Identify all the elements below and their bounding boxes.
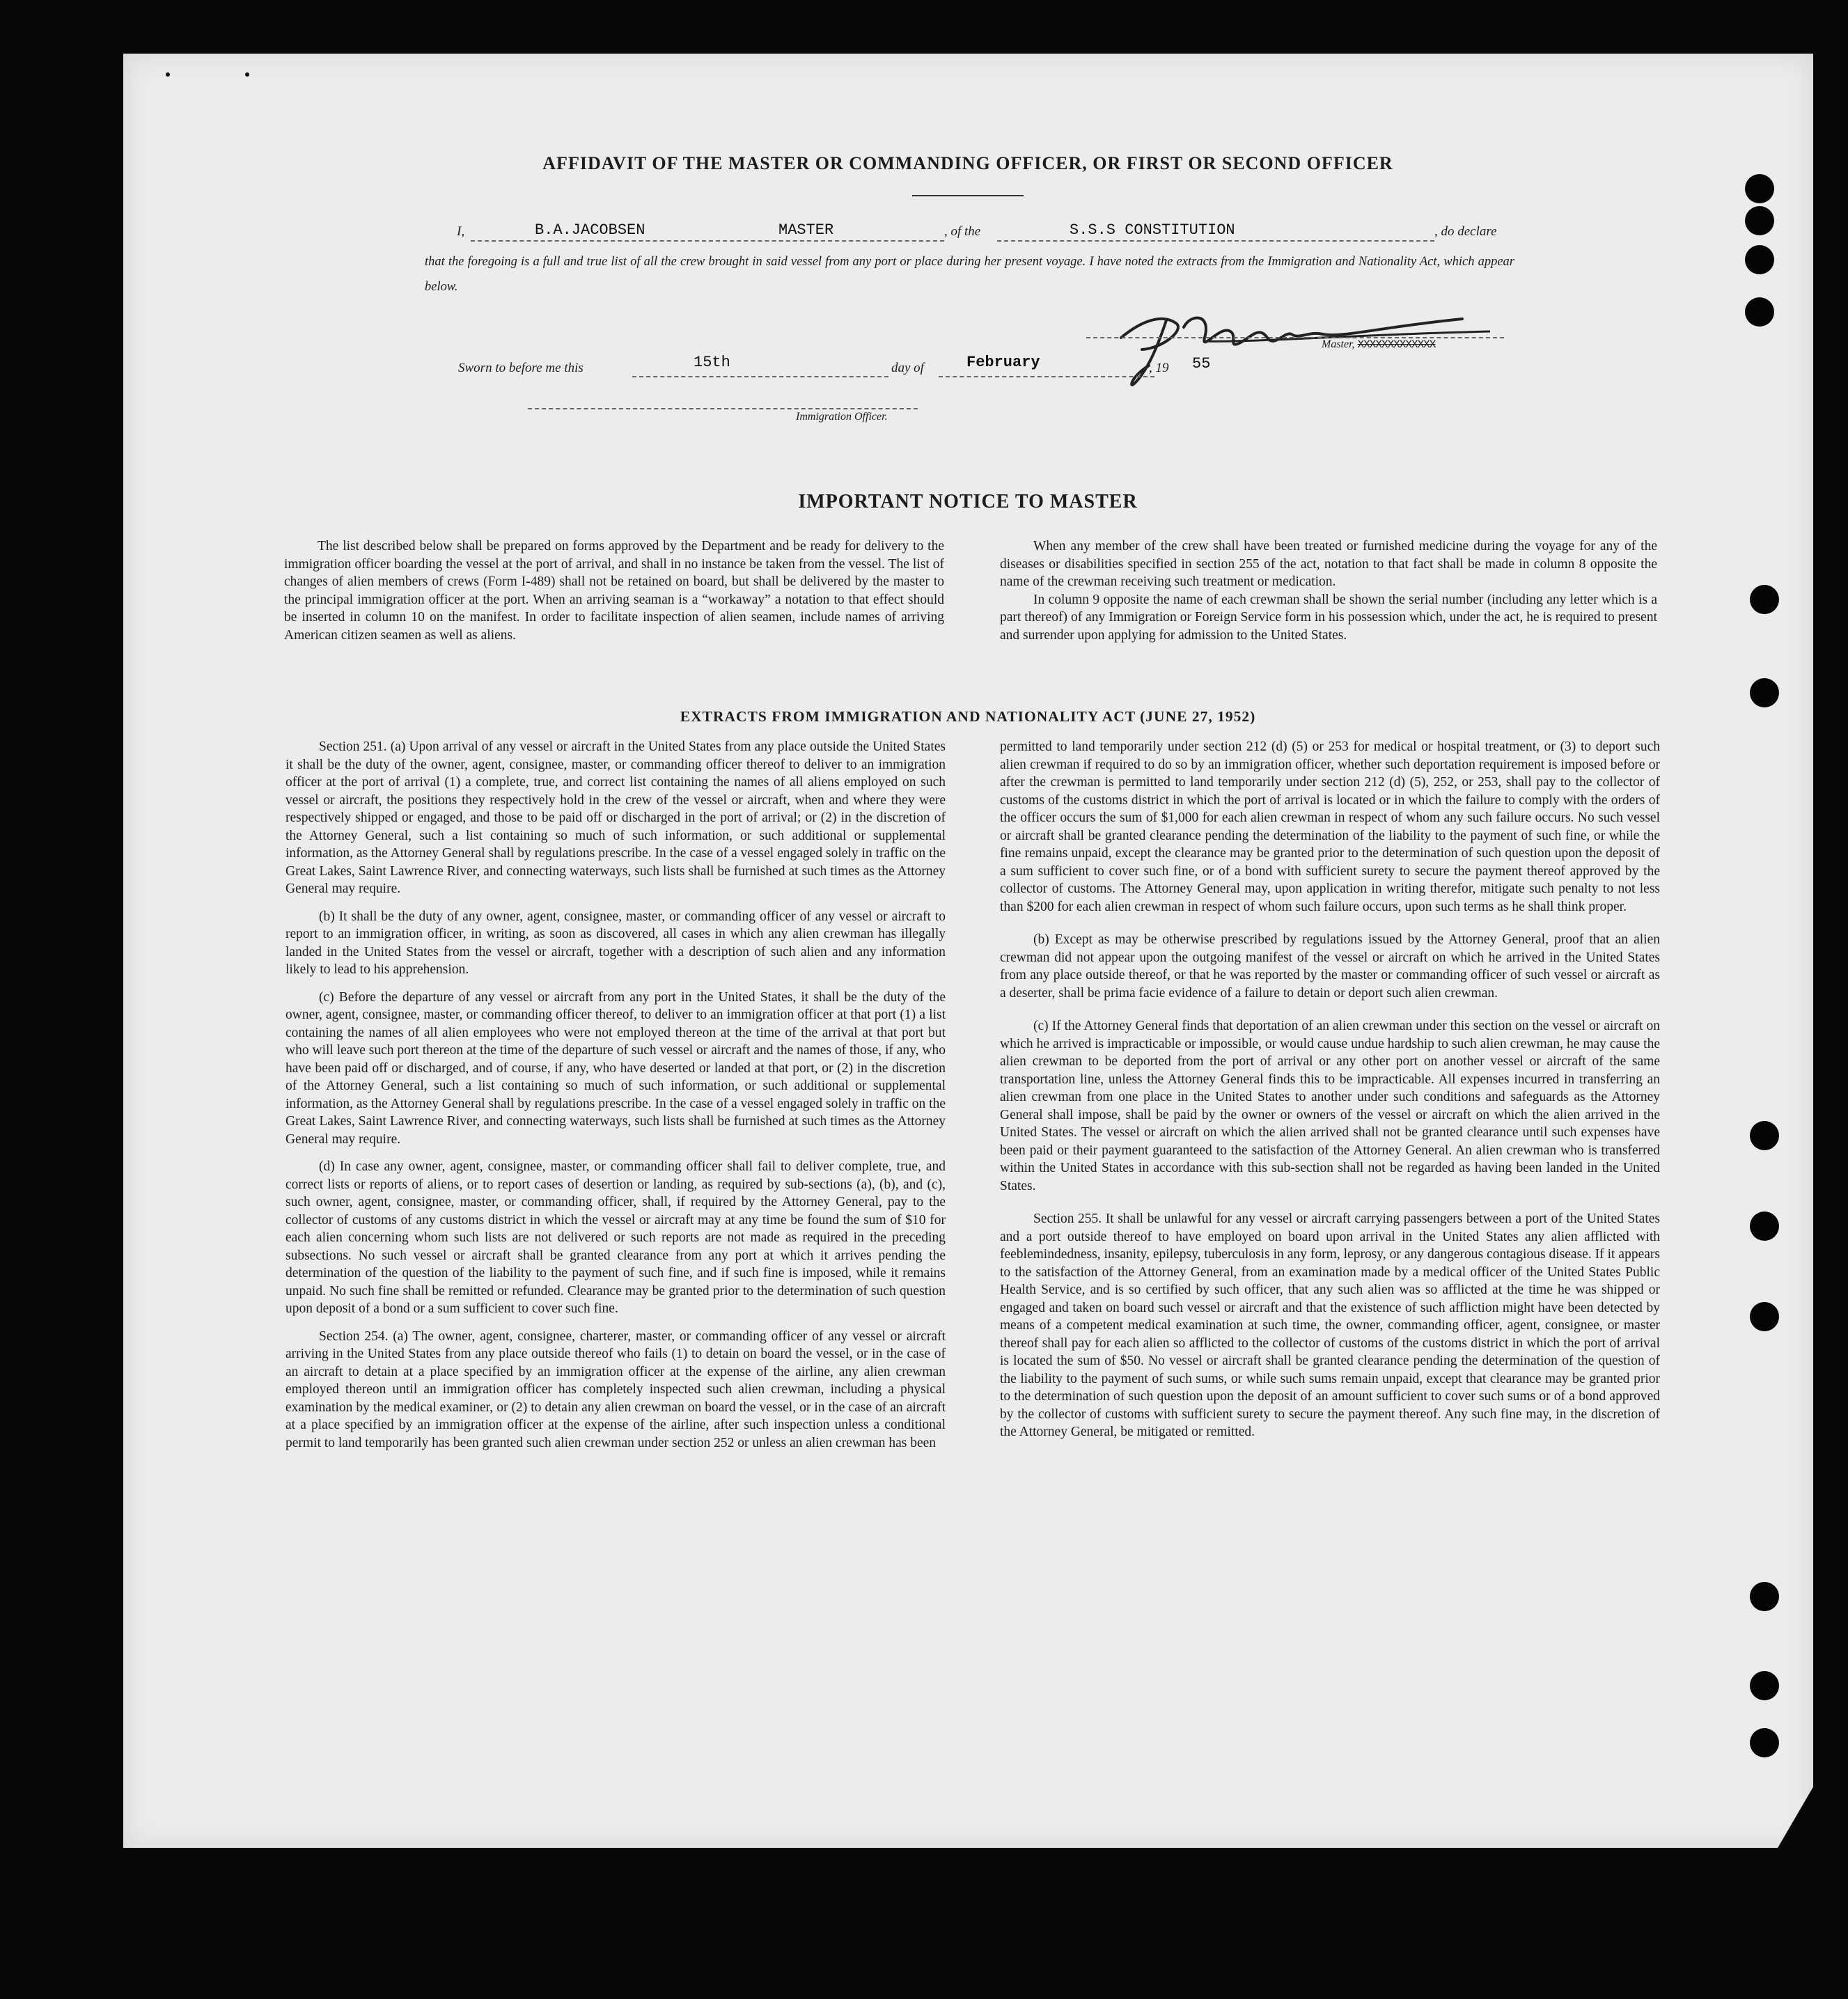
notice-right-paragraph-1: When any member of the crew shall have been treated or furnished medicine during the voyage for any of the diseases or disabilities specified in section 255 of the act, notation to that fact shall be made in column 8 opposite the name of the crewman receiving such treatment or medication. (1000, 539, 1657, 589)
sworn-month-blank (939, 376, 1154, 377)
vessel-name: S.S.S CONSTITUTION (1070, 221, 1235, 239)
do-declare-label: , do declare (1434, 224, 1497, 239)
master-rank: MASTER (778, 221, 834, 239)
binder-hole (1750, 1302, 1779, 1331)
scan-speck (166, 72, 170, 77)
notice-left-paragraph: The list described below shall be prepared on forms approved by the Department and be ready for delivery to the immigration officer boarding the vessel at the port of arrival, and shall in no instance be taken from the vessel. The list of changes of alien members of crews (Form I-489) shall not be retained on board, but shall be delivered by the master to the principal immigration officer at the port. When an arriving seaman is a “workaway” a notation to that effect should be inserted in column 10 on the manifest. In order to facilitate inspection of alien seamen, include names of arriving American citizen seamen as well as aliens. (284, 539, 944, 643)
section-251-b: (b) It shall be the duty of any owner, agent, consignee, master, or commanding officer of any vessel or aircraft to report to an immigration officer, in writing, as soon as discovered, all cases in which any alien crewman has illegally landed in the United States from the vessel or aircraft, together with a description of such alien and any information likely to lead to his apprehension. (285, 909, 946, 977)
sworn-year: 55 (1192, 355, 1211, 373)
declaration-text: that the foregoing is a full and true list of all the crew brought in said vessel from any port or place during her present voyage. I have noted the extracts from the Immigration and Nationality Act, which appear below. (425, 255, 1514, 294)
struck-title: XXXXXXXXXXXXX (1357, 338, 1436, 351)
section-251-d: (d) In case any owner, agent, consignee, master, or commanding officer shall fail to deliver complete, true, and correct lists or reports of aliens, or to report cases of desertion or landing, as required by sub-sections (a), (b), and (c), such owner, agent, consignee, master, or commanding officer, shall, if required by the Attorney General, pay to the collector of customs of any customs district in which the vessel or aircraft may at any time be found the sum of $10 for each alien concerning whom such lists are not delivered or such reports are not made as required in the preceding subsections. No such vessel or aircraft shall be granted clearance from any port at which it arrives pending the determination of the question of the liability to the payment of such fine, and if such fine is imposed, while it remains unpaid. No such fine shall be remitted or refunded. Clearance may be granted prior to the determination of such question upon deposit of a bond or a sum sufficient to cover such fine. (285, 1159, 946, 1316)
vessel-blank (997, 240, 1434, 242)
notice-right-paragraph-2: In column 9 opposite the name of each crewman shall be shown the serial number (including any letter which is a part thereof) of any Immigration or Foreign Service form in his possession which, under the act, he is required to present and surrender upon applying for admission to the United States. (1000, 592, 1657, 643)
extracts-left-column (285, 738, 946, 1452)
year-prefix: , 19 (1149, 361, 1169, 375)
section-251-c: (c) Before the departure of any vessel or aircraft from any port in the United States, it shall be the duty of the owner, agent, consignee, master, or commanding officer thereof, to deliver to an immigration officer at that port (1) a list containing the names of all alien employees who were not employed thereon at the time of the arrival at that port but who will leave such port thereon at the time of the departure of such vessel or aircraft and the names of those, if any, who have been paid off or discharged, and of course, if any, who have deserted or landed at that port, or (2) in the discretion of the Attorney General, such a list containing so much of such information, or such additional or supplemental information, as the Attorney General shall by regulations prescribe. In the case of a vessel engaged solely in traffic on the Great Lakes, Saint Lawrence River, and connecting waterways, such lists shall be furnished at such times as the Attorney General may require. (285, 989, 946, 1147)
section-251-a: Section 251. (a) Upon arrival of any vessel or aircraft in the United States from any place outside the United States it shall be the duty of the owner, agent, consignee, master, or commanding officer thereof to deliver to an immigration officer at the port of arrival (1) a complete, true, and correct list containing the names of all aliens employed on such vessel or aircraft, the positions they respectively hold in the crew of the vessel or aircraft, when and where they were respectively shipped or engaged, and those to be paid off or discharged in the port of arrival; or (2) in the discretion of the Attorney General, such a list containing so much of such information, or such additional or supplemental information, as the Attorney General shall by regulations prescribe. In the case of a vessel engaged solely in traffic on the Great Lakes, Saint Lawrence River, and connecting waterways, such lists shall be furnished at such times as the Attorney General may require. (285, 739, 946, 896)
extracts-right-column (1000, 738, 1660, 1441)
binder-hole (1745, 297, 1774, 327)
binder-hole (1750, 1212, 1779, 1241)
scan-speck (245, 72, 249, 77)
master-name: B.A.JACOBSEN (535, 221, 645, 239)
signature-caption-text: Master, (1322, 338, 1358, 350)
section-254-a: Section 254. (a) The owner, agent, consignee, charterer, master, or commanding officer of any vessel or aircraft arriving in the United States from any place outside thereof who fails (1) to detain on board the vessel, or in the case of an aircraft to detain at a place specified by an immigration officer at the expense of the airline, any alien crewman employed thereon until an immigration officer has completely inspected such alien crewman, including a physical examination by the medical examiner, or (2) to detain any alien crewman on board the vessel, or in the case of an aircraft at a place specified by an immigration officer at the expense of the airline, after such inspection unless a conditional permit to land temporarily has been granted such alien crewman under section 252 or unless an alien crewman has been (285, 1328, 946, 1450)
master-signature (1100, 299, 1518, 397)
binder-hole (1750, 1582, 1779, 1611)
binder-hole (1750, 1728, 1779, 1757)
sworn-day: 15th (694, 354, 730, 371)
binder-hole (1750, 1671, 1779, 1700)
sworn-day-blank (632, 376, 888, 377)
name-rank-blank (471, 240, 944, 242)
section-254-a-continued: permitted to land temporarily under section 212 (d) (5) or 253 for medical or hospital treatment, or (3) to deport such alien crewman if required to do so by an immigration officer, whether such deportation requirement is imposed before or after the crewman is permitted to land temporarily under section 212 (d) (5), 252, or 253, shall pay to the collector of customs of the customs district in which the port of arrival is located or in which the failure to comply with the orders of the officer occurs the sum of $1,000 for each alien crewman in respect of whom any such failure occurs. No such vessel or aircraft shall be granted clearance pending the determination of the liability to the payment of such fine, or while the fine remains unpaid, except the clearance may be granted prior to the determination of such question upon the deposit of a sum sufficient to cover such fine, or of a bond with sufficient surety to secure the payment thereof approved by the collector of customs. The Attorney General may, upon application in writing therefor, mitigate such penalty to not less than $200 for each alien crewman in respect of whom such failure occurs, upon such terms as he shall think proper. (1000, 739, 1660, 914)
notice-title: IMPORTANT NOTICE TO MASTER (798, 491, 1138, 512)
of-the-label: , of the (944, 224, 981, 239)
binder-hole (1745, 206, 1774, 235)
signature-blank (1086, 337, 1504, 338)
signature-caption (1322, 338, 1435, 351)
binder-hole (1750, 585, 1779, 614)
sworn-label: Sworn to before me this (458, 361, 584, 375)
section-255: Section 255. It shall be unlawful for any vessel or aircraft carrying passengers between a port of the United States and a port outside thereof to have employed on board upon arrival in the United States any alien afflicted with feeblemindedness, insanity, epilepsy, tuberculosis in any form, leprosy, or any dangerous contagious disease. If it appears to the satisfaction of the Attorney General, from an examination made by a medical officer of the United States Public Health Service, and is so certified by such officer, that any such alien was so afflicted at the time he was shipped or engaged and taken on board such vessel or aircraft and that the existence of such affliction might have been detected by means of a competent medical examination at such time, the owner, commanding officer, agent, consignee, or master thereof shall pay for each alien so afflicted to the collector of customs of the customs district in which the port of arrival is located the sum of $50. No vessel or aircraft shall be granted clearance pending the determination of the question of the liability to the payment of such sums, or while such sums remain unpaid, except that clearance may be granted prior to the determination of such question upon the deposit of an amount sufficient to cover such sums or of a bond approved by the collector of customs with sufficient surety to secure the payment thereof. Any such fine may, in the discretion of the Attorney General, be mitigated or remitted. (1000, 1212, 1660, 1439)
binder-hole (1745, 174, 1774, 203)
i-label: I, (457, 224, 465, 239)
affidavit-title: AFFIDAVIT OF THE MASTER OR COMMANDING OFFICER, OR FIRST OR SECOND OFFICER (542, 153, 1393, 173)
day-of-label: day of (891, 361, 924, 375)
officer-signature-blank (528, 408, 918, 409)
section-254-c: (c) If the Attorney General finds that deportation of an alien crewman under this section on the vessel or aircraft on which he arrived is impracticable or impossible, or would cause undue hardship to such alien crewman, he may cause the alien crewman to be deported from the port of arrival or any other port on another vessel or aircraft of the same transportation line, unless the Attorney General finds this to be impracticable. All expenses incurred in transferring an alien crewman from one place in the United States to another under such conditions and safeguards as the Attorney General shall impose, shall be paid by the owner or owners of the vessel or aircraft on which the alien arrived in the United States. The vessel or aircraft on which the alien arrived shall not be granted clearance until such expenses have been paid or their payment guaranteed to the satisfaction of the Attorney General. An alien crewman who is transferred within the United States in accordance with this sub-section shall not be regarded as having been landed in the United States. (1000, 1019, 1660, 1193)
section-254-b: (b) Except as may be otherwise prescribed by regulations issued by the Attorney General, proof that an alien crewman did not appear upon the outgoing manifest of the vessel or aircraft on which he arrived in the United States from any place outside thereof, or that he was reported by the master or commanding officer of such vessel or aircraft as a deserter, shall be prima facie evidence of a failure to detain or deport such alien crewman. (1000, 932, 1660, 1001)
officer-caption: Immigration Officer. (796, 411, 888, 423)
title-rule (912, 195, 1024, 196)
sworn-month: February (966, 354, 1040, 371)
binder-hole (1745, 245, 1774, 274)
extracts-title: EXTRACTS FROM IMMIGRATION AND NATIONALITY ACT (JUNE 27, 1952) (680, 708, 1256, 725)
binder-hole (1750, 1121, 1779, 1150)
notice-left-column (284, 538, 944, 644)
notice-right-column (1000, 538, 1657, 644)
binder-hole (1750, 678, 1779, 707)
